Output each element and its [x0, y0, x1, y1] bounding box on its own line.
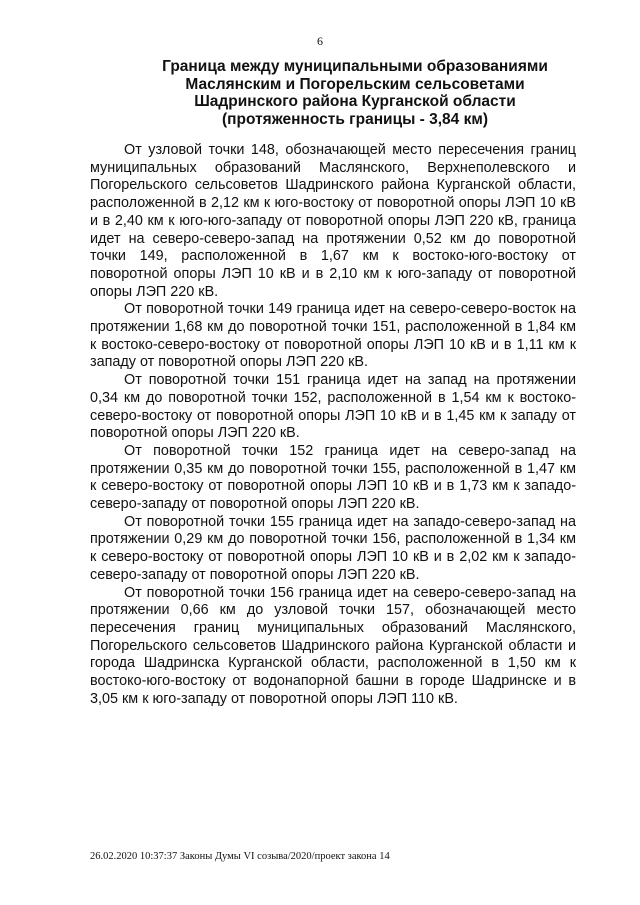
paragraph: От поворотной точки 156 граница идет на северо-северо-запад на протяжении 0,66 км до узловой точки 157, обозначающей место пересечения границ муниципальных образований Маслянского, Погорельского сельсоветов Шадринского района Курганской области и города Шадринска Курганской области, расположенной в 1,50 км к востоко-юго-востоку от водонапорной башни в городе Шадринске и в 3,05 км к юго-западу от поворотной опоры ЛЭП 110 кВ.: [90, 584, 576, 707]
paragraph: От узловой точки 148, обозначающей место пересечения границ муниципальных образований Маслянского, Верхнеполевского и Погорельского сельсоветов Шадринского района Курганской области, расположенной в 2,12 км к юго-востоку от поворотной опоры ЛЭП 10 кВ и в 2,40 км к юго-юго-западу от поворотной опоры ЛЭП 220 кВ, граница идет на северо-северо-запад на протяжении 0,52 км до поворотной точки 149, расположенной в 1,67 км к востоко-юго-востоку от поворотной опоры ЛЭП 10 кВ и в 2,10 км к юго-западу от поворотной опоры ЛЭП 220 кВ.: [90, 142, 576, 300]
paragraph: От поворотной точки 149 граница идет на северо-северо-восток на протяжении 1,68 км до поворотной точки 151, расположенной в 1,84 км к востоко-северо-востоку от поворотной опоры ЛЭП 10 кВ и в 1,11 км к западу от поворотной опоры ЛЭП 220 кВ.: [90, 301, 576, 371]
paragraph: От поворотной точки 152 граница идет на северо-запад на протяжении 0,35 км до поворотной точки 155, расположенной в 1,47 км к северо-востоку от поворотной опоры ЛЭП 10 кВ и в 1,73 км к западо-северо-западу от поворотной опоры ЛЭП 220 кВ.: [90, 442, 576, 513]
document-title: [150, 58, 560, 128]
title-line: Шадринского района Курганской области: [194, 93, 516, 110]
title-line: Маслянским и Погорельским сельсоветами: [185, 75, 525, 93]
paragraph: От поворотной точки 155 граница идет на западо-северо-запад на протяжении 0,29 км до поворотной точки 156, расположенной в 1,34 км к северо-востоку от поворотной опоры ЛЭП 10 кВ и в 2,02 км к западо-северо-западу от поворотной опоры ЛЭП 220 кВ.: [90, 513, 576, 583]
page-number: 6: [317, 34, 323, 48]
footer-stamp: 26.02.2020 10:37:37 Законы Думы VI созыва/2020/проект закона 14: [90, 851, 390, 862]
paragraph: От поворотной точки 151 граница идет на запад на протяжении 0,34 км до поворотной точки 152, расположенной в 1,54 км к востоко-северо-востоку от поворотной опоры ЛЭП 10 кВ и в 1,45 км к западу от поворотной опоры ЛЭП 220 кВ.: [90, 372, 576, 442]
title-line-length: (протяженность границы - 3,84 км): [222, 110, 488, 128]
title-line: Граница между муниципальными образованиями: [162, 58, 548, 75]
document-body: [90, 142, 576, 709]
